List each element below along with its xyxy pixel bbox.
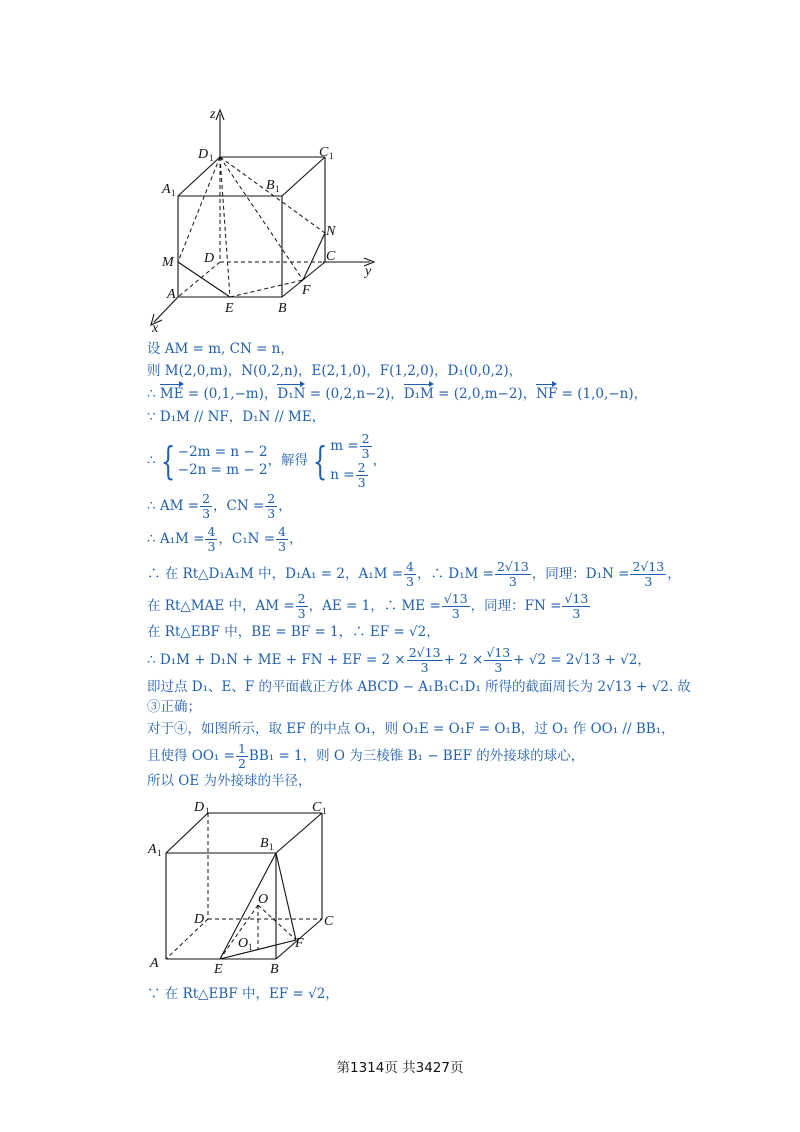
label-D: D xyxy=(204,251,215,266)
svg-text:1: 1 xyxy=(329,151,334,161)
svg-text:1: 1 xyxy=(205,806,210,816)
line-8: ∴ 在 Rt△D₁A₁M 中，D₁A₁ = 2，A₁M = $\frac{4}{3}$ ，∴ D₁M = $\frac{2√13}{3}$ ，同理：D₁N = $\frac{2√13}{3}$ ， xyxy=(147,559,681,589)
svg-text:1: 1 xyxy=(171,188,176,198)
label2-E: E xyxy=(214,962,223,977)
label-C: C xyxy=(326,249,336,264)
line-10: 在 Rt△EBF 中，BE = BF = 1，∴ EF = √2， xyxy=(147,624,440,640)
label2-F: F xyxy=(295,936,304,951)
page-footer: 第1314页 共3427页 xyxy=(336,1060,464,1076)
label2-A: A xyxy=(150,956,159,971)
line-17: ∵ 在 Rt△EBF 中，EF = √2， xyxy=(147,986,339,1002)
line-14: 对于④，如图所示，取 EF 的中点 O₁，则 O₁E = O₁F = O₁B，过 O₁ 作 OO₁ // BB₁， xyxy=(147,721,675,737)
svg-text:1: 1 xyxy=(209,153,214,163)
label-A: A xyxy=(167,287,176,302)
svg-text:1: 1 xyxy=(248,942,253,952)
label-z: z xyxy=(210,107,216,122)
line-13: ③正确； xyxy=(147,699,201,715)
line-16: 所以 OE 为外接球的半径， xyxy=(147,773,312,789)
svg-text:1: 1 xyxy=(269,842,274,852)
line-11: ∴ D₁M + D₁N + ME + FN + EF = 2 × $\frac{2√13}{3}$ + 2 × $\frac{√13}{3}$ + √2 = 2√13 + √2， xyxy=(147,645,651,675)
svg-text:1: 1 xyxy=(322,806,327,816)
line-6: ∴ AM = $\frac{2}{3}$ ，CN = $\frac{2}{3}$ ， xyxy=(147,491,292,521)
label-B: B xyxy=(278,301,287,316)
label-x: x xyxy=(152,321,159,335)
label-D1: D xyxy=(198,147,209,162)
label2-C: C xyxy=(324,914,334,929)
cube-figure-2 xyxy=(140,795,350,980)
label2-B: B xyxy=(270,962,279,977)
label2-D1: D xyxy=(194,800,205,815)
label-N: N xyxy=(326,224,336,239)
line-1: 设 AM = m, CN = n， xyxy=(147,341,294,357)
label-B1: B xyxy=(266,178,275,193)
line-2: 则 M(2,0,m)，N(0,2,n)，E(2,1,0)，F(1,2,0)，D₁(0,0,2)， xyxy=(147,363,523,379)
cube-figure-1 xyxy=(140,100,390,335)
svg-text:1: 1 xyxy=(157,848,162,858)
line-3: ∴ ME = (0,1,−m)，D₁N = (0,2,n−2)，D₁M = (2,0,m−2)，NF = (1,0,−n)， xyxy=(147,386,648,402)
label-F: F xyxy=(302,283,311,298)
line-7: ∴ A₁M = $\frac{4}{3}$ ，C₁N = $\frac{4}{3}$ ， xyxy=(147,524,303,554)
label2-O1: O xyxy=(238,936,249,951)
label-A1: A xyxy=(162,182,171,197)
label-M: M xyxy=(162,255,174,270)
label-C1: C xyxy=(319,145,329,160)
line-12: 即过点 D₁、E、F 的平面截正方体 ABCD − A₁B₁C₁D₁ 所得的截面周长为 2√13 + √2. 故 xyxy=(147,679,691,695)
line-15: 且使得 OO₁ = $\frac{1}{2}$ BB₁ = 1，则 O 为三棱锥 B₁ − BEF 的外接球的球心， xyxy=(147,741,585,771)
label2-A1: A xyxy=(148,842,157,857)
label2-B1: B xyxy=(260,836,269,851)
line-9: 在 Rt△MAE 中，AM = $\frac{2}{3}$ ，AE = 1，∴ ME = $\frac{√13}{3}$ ，同理：FN = $\frac{√13}{3}$ xyxy=(147,591,589,621)
label2-C1: C xyxy=(312,800,322,815)
label-E: E xyxy=(225,301,234,316)
line-5-system: ∴ { −2m = n − 2 −2n = m − 2，解得 { m = $\frac{2}{3}$ n = $\frac{2}{3}$ ， xyxy=(147,431,387,490)
line-4: ∵ D₁M // NF，D₁N // ME， xyxy=(147,409,326,425)
svg-text:1: 1 xyxy=(275,184,280,194)
label-y: y xyxy=(365,264,372,279)
label2-O: O xyxy=(258,892,269,907)
label2-D: D xyxy=(194,912,205,927)
